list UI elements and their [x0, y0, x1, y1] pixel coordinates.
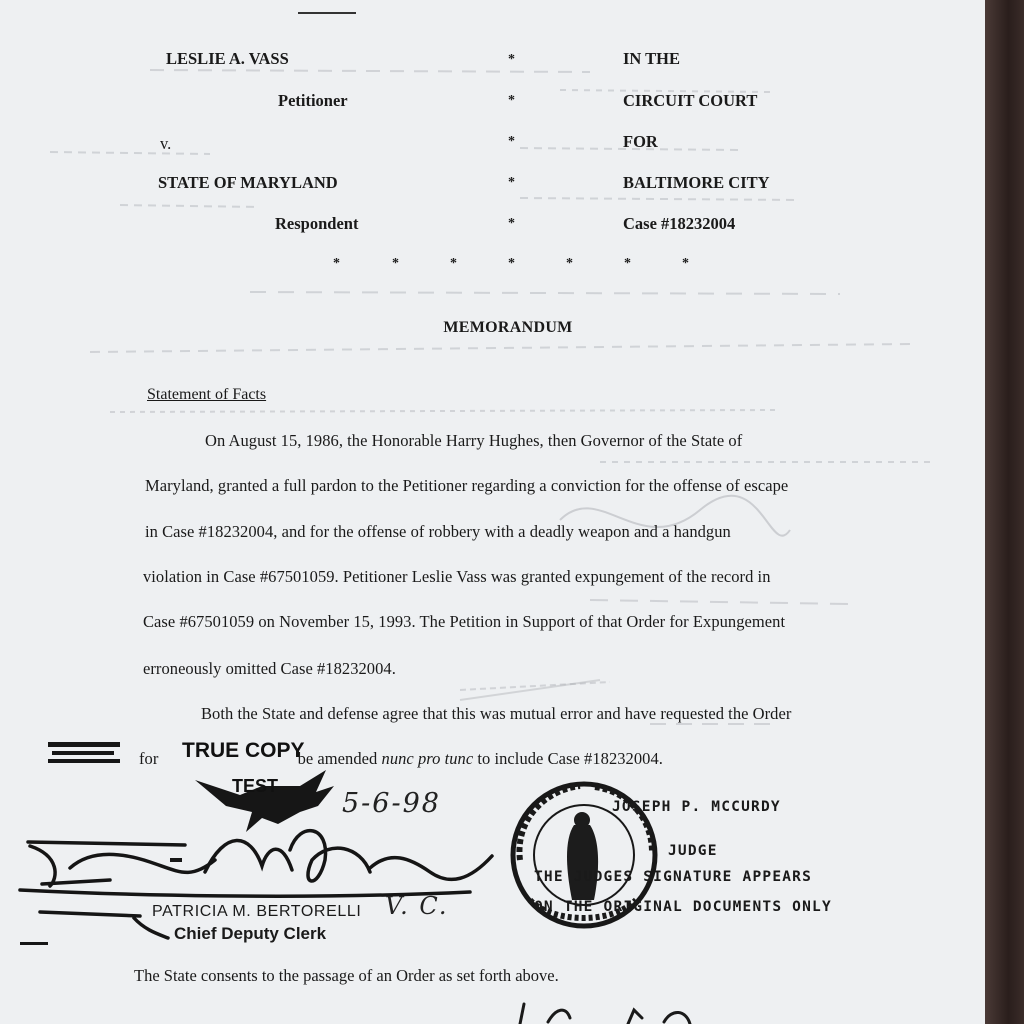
- section-heading: Statement of Facts: [147, 386, 267, 403]
- clerk-initials: V. C.: [385, 892, 449, 920]
- court-line-2: CIRCUIT COURT: [623, 91, 758, 110]
- handwritten-date: 5-6-98: [342, 788, 441, 819]
- caption-star: *: [508, 93, 515, 108]
- true-copy-label: TRUE COPY: [182, 739, 305, 762]
- divider-star: *: [392, 256, 399, 271]
- signature-notice-line-2: ON THE ORIGINAL DOCUMENTS ONLY: [534, 899, 832, 915]
- petitioner-name: LESLIE A. VASS: [166, 49, 289, 68]
- clerk-title: Chief Deputy Clerk: [174, 924, 327, 943]
- paragraph-fragment: for: [139, 749, 163, 768]
- paragraph-line: violation in Case #67501059. Petitioner Leslie Vass was granted expungement of the record in: [143, 567, 771, 586]
- divider-star: *: [508, 256, 515, 271]
- court-line-3: FOR: [623, 132, 658, 151]
- clerk-name: PATRICIA M. BERTORELLI: [152, 903, 362, 920]
- caption-star: *: [508, 175, 515, 190]
- respondent-role: Respondent: [275, 214, 359, 233]
- paragraph-fragment: to include Case #18232004.: [473, 749, 663, 768]
- judge-name: JOSEPH P. MCCURDY: [612, 799, 781, 815]
- court-line-4: BALTIMORE CITY: [623, 173, 770, 192]
- judge-title: JUDGE: [668, 843, 718, 859]
- respondent-name: STATE OF MARYLAND: [158, 173, 338, 192]
- court-line-1: IN THE: [623, 49, 681, 68]
- test-label: TEST: [232, 776, 279, 796]
- paragraph-line: Both the State and defense agree that this was mutual error and have requested the Order: [201, 704, 792, 723]
- paragraph-fragment: be amended: [297, 749, 382, 768]
- versus-label: v.: [160, 134, 172, 153]
- caption-star: *: [508, 216, 515, 231]
- caption-star: *: [508, 52, 515, 67]
- paragraph-line: Maryland, granted a full pardon to the Petitioner regarding a conviction for the offense of escape: [145, 476, 789, 495]
- divider-star: *: [333, 256, 340, 271]
- paragraph-line: erroneously omitted Case #18232004.: [143, 659, 396, 678]
- latin-phrase: nunc pro tunc: [381, 749, 474, 768]
- divider-star: *: [624, 256, 631, 271]
- divider-star: *: [450, 256, 457, 271]
- paragraph-line: On August 15, 1986, the Honorable Harry Hughes, then Governor of the State of: [205, 431, 743, 450]
- signature-notice-line-1: THE JUDGES SIGNATURE APPEARS: [534, 869, 813, 885]
- divider-star: *: [566, 256, 573, 271]
- document-title: MEMORANDUM: [443, 319, 573, 336]
- paragraph-line: Case #67501059 on November 15, 1993. The Petition in Support of that Order for Expungement: [143, 612, 786, 631]
- consent-statement: The State consents to the passage of an Order as set forth above.: [134, 966, 559, 985]
- paragraph-line: in Case #18232004, and for the offense of robbery with a deadly weapon and a handgun: [145, 522, 731, 541]
- caption-star: *: [508, 134, 515, 149]
- divider-star: *: [682, 256, 689, 271]
- petitioner-role: Petitioner: [278, 91, 348, 110]
- case-number: Case #18232004: [623, 214, 736, 233]
